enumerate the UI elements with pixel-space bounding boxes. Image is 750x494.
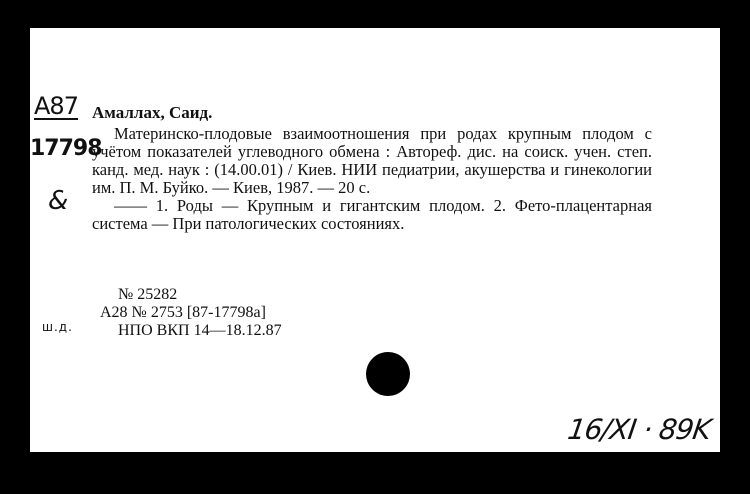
catalog-line: А28 № 2753 [87-17798а] bbox=[100, 304, 266, 321]
subjects-text: —— 1. Роды — Крупным и гигантским плодом. 2. Фето-плацентарная система — При патологических состояниях. bbox=[92, 196, 652, 233]
npo-line: НПО ВКП 14—18.12.87 bbox=[118, 322, 282, 339]
handwritten-mark: & bbox=[48, 186, 69, 216]
catalog-card bbox=[30, 28, 720, 452]
bottom-code: 16/XI · 89K bbox=[565, 413, 713, 446]
accession-number: 17798 bbox=[30, 136, 102, 161]
shelf-mark: А87 bbox=[34, 92, 78, 120]
number-line: № 25282 bbox=[118, 286, 178, 303]
punch-hole bbox=[366, 352, 410, 396]
card-body bbox=[92, 125, 652, 233]
description-text: Материнско-плодовые взаимоотношения при родах крупным плодом с учётом показателей углеводного обмена : Автореф. дис. на соиск. учен. степ. канд. мед. наук : (14.00.01) / Киев. НИИ педиатрии, акушерства и гинекологии им. П. М. Буйко. — Киев, 1987. — 20 с. bbox=[92, 124, 652, 197]
author-name: Амаллах, Саид. bbox=[92, 103, 213, 122]
stamp-text: ш.д. bbox=[42, 320, 73, 334]
